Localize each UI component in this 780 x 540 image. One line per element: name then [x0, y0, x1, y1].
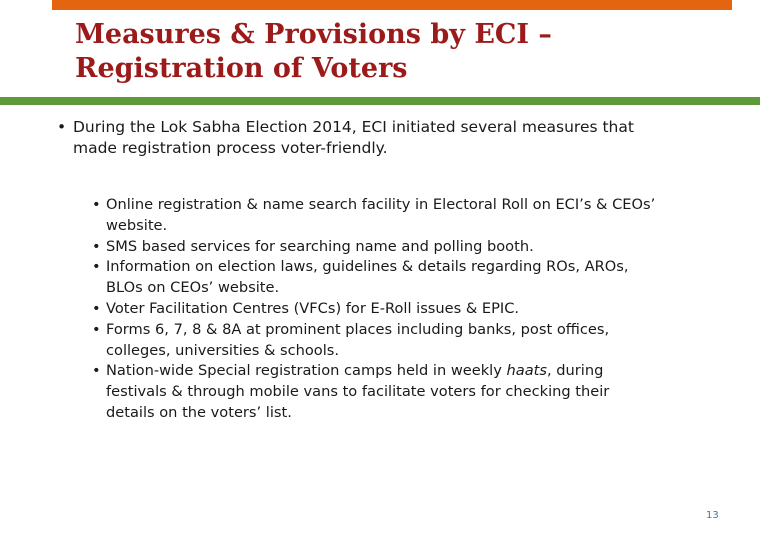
bullet-icon: • [92, 320, 101, 338]
sub-bullet-text-after: , during festivals & through mobile vans to facilitate voters for checking their details on the voters’ list. [106, 362, 610, 421]
bullet-icon: • [92, 237, 101, 255]
sub-bullet-text: Voter Facilitation Centres (VFCs) for E-Roll issues & EPIC. [106, 299, 520, 317]
sub-bullet-text: Forms 6, 7, 8 & 8A at prominent places including banks, post offices, colleges, universities & schools. [106, 320, 610, 359]
sub-bullet-item [92, 299, 659, 320]
sub-bullet-item [92, 257, 659, 299]
sub-bullet-text: SMS based services for searching name and polling booth. [106, 237, 534, 255]
sub-bullet-italic-text: haats [506, 362, 547, 380]
bullet-icon: • [92, 299, 101, 317]
slide-title-line-1: Measures & Provisions by ECI – [75, 19, 552, 50]
title-divider-bar [0, 97, 760, 105]
sub-bullet-text: Online registration & name search facility in Electoral Roll on ECI’s & CEOs’ website. [106, 196, 656, 234]
slide-title [75, 18, 735, 86]
sub-bullet-item [92, 237, 659, 258]
sub-bullet-item [92, 361, 659, 423]
main-bullet-text: During the Lok Sabha Election 2014, ECI initiated several measures that made registration process voter-friendly. [73, 118, 634, 157]
bullet-icon: • [92, 258, 101, 276]
bullet-icon: • [92, 362, 101, 380]
sub-bullet-item [92, 320, 659, 362]
bullet-icon: • [92, 196, 101, 213]
sub-bullet-text-before: Nation-wide Special registration camps held in weekly [106, 362, 507, 380]
sub-bullet-item [92, 195, 659, 237]
main-bullet [57, 117, 667, 159]
slide-title-line-2: Registration of Voters [75, 53, 408, 84]
sub-bullet-list [92, 195, 659, 424]
sub-bullet-text: Information on election laws, guidelines & details regarding ROs, AROs, BLOs on CEOs’ website. [106, 258, 629, 297]
bullet-icon: • [57, 118, 67, 136]
page-number: 13 [706, 510, 719, 521]
top-accent-bar [52, 0, 732, 10]
